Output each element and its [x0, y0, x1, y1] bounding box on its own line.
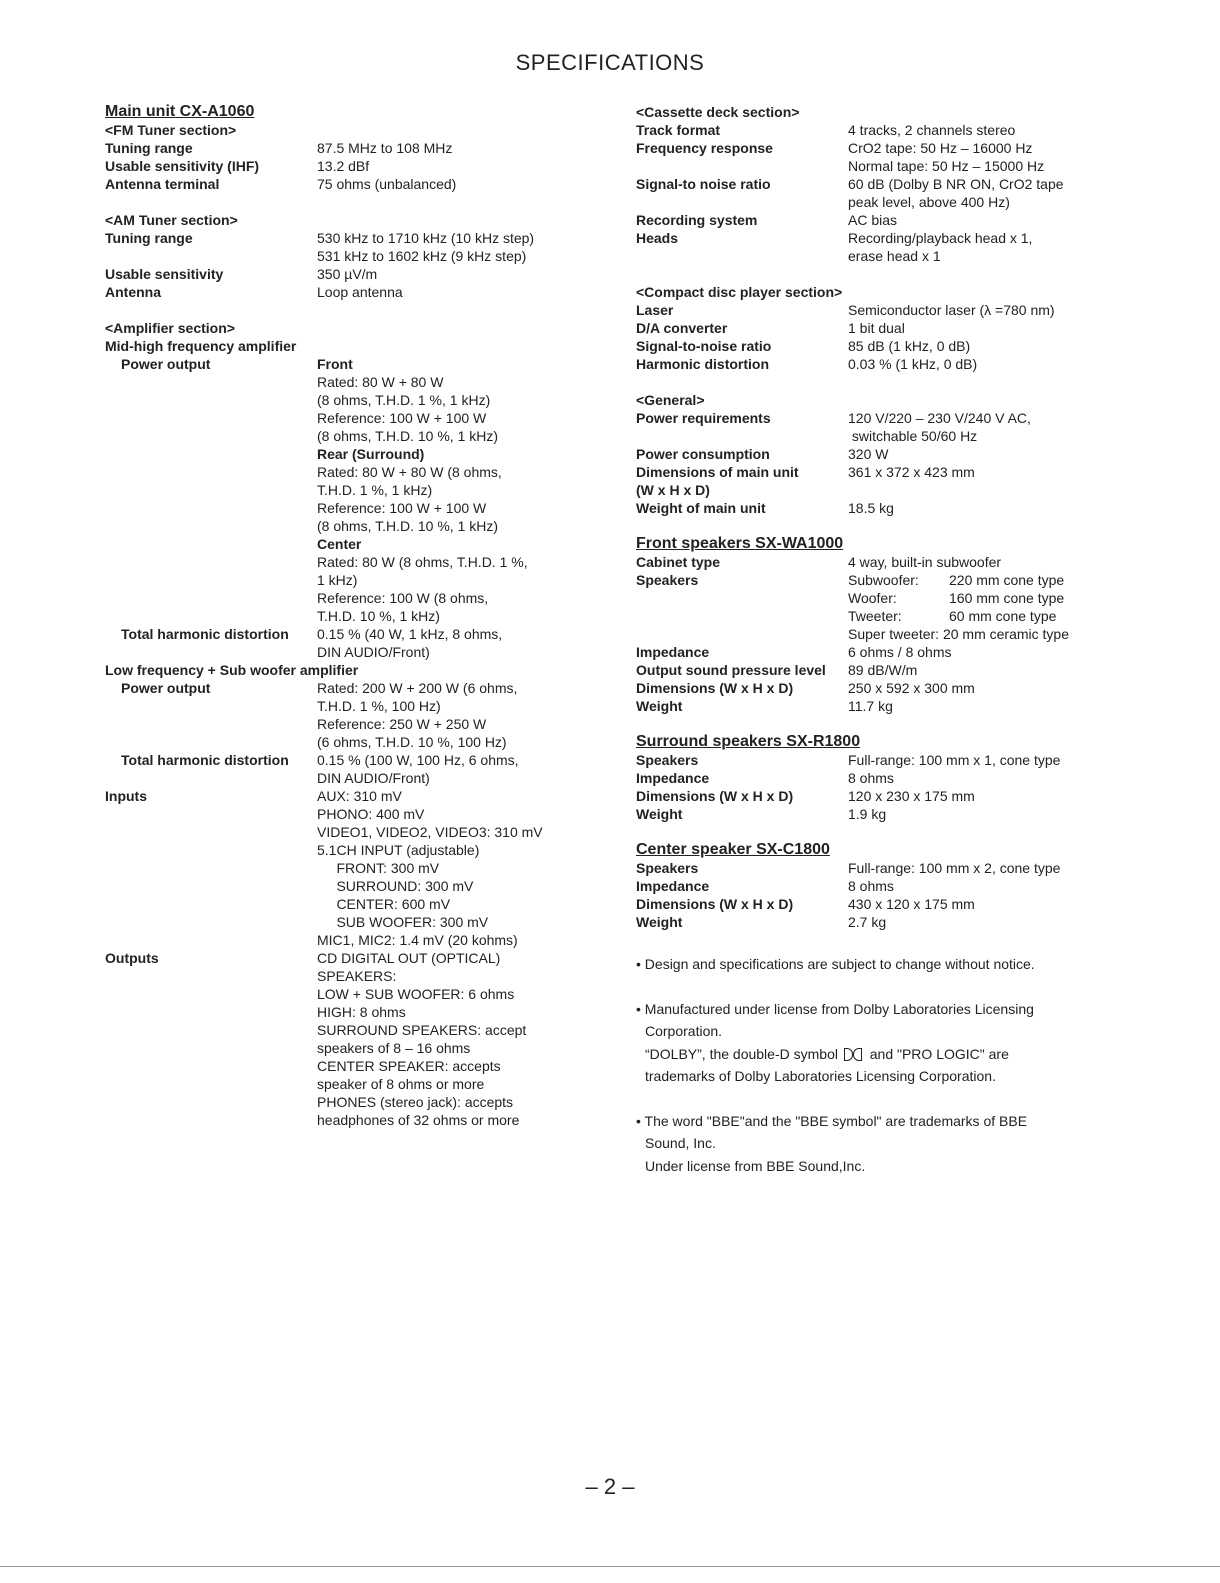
spec-row: [636, 877, 1136, 895]
spec-value: Semiconductor laser (λ =780 nm): [848, 302, 1055, 318]
spec-label: Weight: [636, 806, 683, 822]
note-text: [636, 1043, 1136, 1066]
spec-label: Antenna: [105, 284, 161, 300]
spec-value: AC bias: [848, 212, 898, 228]
speaker-driver: [848, 589, 1069, 607]
spec-row: [636, 553, 1136, 571]
page-bottom-rule: [0, 1566, 1220, 1567]
driver-type: Woofer:: [848, 590, 897, 606]
spec-label: Signal-to noise ratio: [636, 176, 771, 192]
spec-row: [636, 571, 1136, 643]
spec-row: [105, 265, 605, 283]
spec-value: 361 x 372 x 423 mm: [848, 464, 975, 480]
spec-label: Power output: [121, 356, 211, 372]
spec-row: [636, 139, 1136, 175]
spec-row: [105, 139, 605, 157]
spec-label: Usable sensitivity (IHF): [105, 158, 260, 174]
spec-value: AUX: 310 mV PHONO: 400 mV VIDEO1, VIDEO2, VIDEO3: 310 mV 5.1CH INPUT (adjustable) FRONT: 300 mV SURROUND: 300 mV CENTER: 600 mV SUB WOOFER: 300 mV MIC1, MIC2: 1.4 mV (20 kohms): [317, 788, 543, 948]
spec-row: [105, 949, 605, 1129]
spec-label: Speakers: [636, 860, 699, 876]
spec-row: [105, 157, 605, 175]
note-dolby: [636, 998, 1136, 1088]
spec-value: 89 dB/W/m: [848, 662, 918, 678]
spec-value: 4 way, built-in subwoofer: [848, 554, 1002, 570]
spec-value: 87.5 MHz to 108 MHz: [317, 140, 453, 156]
dolby-double-d-icon: [853, 1048, 862, 1061]
speaker-driver: [848, 625, 1069, 643]
rear-label: Rear (Surround): [317, 446, 425, 462]
spec-value: 430 x 120 x 175 mm: [848, 896, 975, 912]
spec-row: [105, 355, 605, 625]
amplifier-section-header: <Amplifier section>: [105, 320, 235, 336]
driver-type: Subwoofer:: [848, 572, 919, 588]
driver-type: Tweeter:: [848, 608, 902, 624]
spec-value: CD DIGITAL OUT (OPTICAL) SPEAKERS: LOW + SUB WOOFER: 6 ohms HIGH: 8 ohms SURROUND SPEAKERS: accept speakers of 8 – 16 ohms CENTER SPEAKER: accepts speaker of 8 ohms or more PHONES (stereo jack): accepts headphones of 32 ohms or more: [317, 950, 527, 1128]
spec-value: 6 ohms / 8 ohms: [848, 644, 952, 660]
driver-type: Super tweeter:: [848, 626, 940, 642]
spec-label: Signal-to-noise ratio: [636, 338, 772, 354]
note-text: trademarks of Dolby Laboratories Licensing Corporation.: [645, 1068, 996, 1084]
note-text: Sound, Inc.: [645, 1135, 716, 1151]
spec-row: [636, 337, 1136, 355]
spec-value: 8 ohms: [848, 770, 894, 786]
spec-row: [636, 355, 1136, 373]
spec-label: Total harmonic distortion: [121, 626, 289, 642]
spec-value: 1.9 kg: [848, 806, 887, 822]
spec-row: [636, 697, 1136, 715]
spec-row: [105, 175, 605, 193]
spec-value: 8 ohms: [848, 878, 894, 894]
note-text: • Design and specifications are subject to change without notice.: [636, 956, 1035, 972]
spec-row: [636, 895, 1136, 913]
driver-spec: 220 mm cone type: [949, 572, 1065, 588]
spec-row: [636, 175, 1136, 211]
cassette-section-header: <Cassette deck section>: [636, 104, 800, 120]
spec-label: Power requirements: [636, 410, 771, 426]
spec-label: Tuning range: [105, 230, 193, 246]
spec-row: [636, 805, 1136, 823]
driver-spec: 160 mm cone type: [949, 590, 1065, 606]
am-section-header: <AM Tuner section>: [105, 212, 238, 228]
spec-label: (W x H x D): [636, 482, 710, 498]
page-title: SPECIFICATIONS: [515, 50, 705, 75]
front-label: Front: [317, 356, 353, 372]
spec-row: [636, 463, 1136, 481]
spec-value: 250 x 592 x 300 mm: [848, 680, 975, 696]
center-label: Center: [317, 536, 362, 552]
spec-value: 0.03 % (1 kHz, 0 dB): [848, 356, 978, 372]
note-text-part: “DOLBY”, the double-D symbol: [645, 1045, 842, 1062]
spec-row: [636, 913, 1136, 931]
spec-value: 350 µV/m: [317, 266, 378, 282]
spec-label: Dimensions (W x H x D): [636, 788, 794, 804]
spec-value: [317, 355, 528, 625]
rear-value: Rated: 80 W + 80 W (8 ohms, T.H.D. 1 %, 1 kHz) Reference: 100 W + 100 W (8 ohms, T.H.D. 10 %, 1 kHz): [317, 464, 502, 534]
spec-value: 120 V/220 – 230 V/240 V AC, switchable 50/60 Hz: [848, 410, 1031, 444]
page-number: – 2 –: [585, 1474, 635, 1499]
spec-label: Dimensions (W x H x D): [636, 896, 794, 912]
front-value: Rated: 80 W + 80 W (8 ohms, T.H.D. 1 %, 1 kHz) Reference: 100 W + 100 W (8 ohms, T.H.D. 10 %, 1 kHz): [317, 374, 499, 444]
spec-value: 13.2 dBf: [317, 158, 370, 174]
spec-row: [636, 481, 1136, 499]
spec-label: Weight: [636, 914, 683, 930]
surround-speakers-title: Surround speakers SX-R1800: [636, 733, 861, 750]
spec-row: [105, 625, 605, 661]
left-column: [105, 103, 605, 1129]
spec-value: Loop antenna: [317, 284, 403, 300]
spec-label: D/A converter: [636, 320, 728, 336]
spec-label: Inputs: [105, 788, 147, 804]
center-speaker-title: Center speaker SX-C1800: [636, 841, 830, 858]
spec-row: [636, 445, 1136, 463]
right-column: [636, 103, 1136, 1199]
spec-row: [636, 211, 1136, 229]
spec-row: [636, 229, 1136, 265]
note-text: Under license from BBE Sound,Inc.: [645, 1157, 866, 1174]
spec-row: [636, 319, 1136, 337]
note-text: • The word "BBE"and the "BBE symbol" are trademarks of BBE: [636, 1112, 1028, 1129]
spec-value: Rated: 200 W + 200 W (6 ohms, T.H.D. 1 %, 100 Hz) Reference: 250 W + 250 W (6 ohms, T.H.D. 10 %, 100 Hz): [317, 680, 518, 750]
spec-row: [105, 229, 605, 265]
speaker-driver-list: [848, 571, 1069, 643]
spec-label: Recording system: [636, 212, 758, 228]
spec-row: [105, 283, 605, 301]
spec-label: Usable sensitivity: [105, 266, 224, 282]
spec-label: Weight of main unit: [636, 500, 766, 516]
fm-section-header: <FM Tuner section>: [105, 122, 237, 138]
note-specifications: [636, 953, 1136, 976]
spec-label: Power output: [121, 680, 211, 696]
spec-value: Full-range: 100 mm x 2, cone type: [848, 860, 1061, 876]
speaker-driver: [848, 607, 1069, 625]
spec-row: [636, 751, 1136, 769]
spec-label: Impedance: [636, 770, 710, 786]
spec-label: Antenna terminal: [105, 176, 220, 192]
spec-row: [636, 859, 1136, 877]
spec-label: Weight: [636, 698, 683, 714]
spec-row: [636, 409, 1136, 445]
spec-label: Cabinet type: [636, 554, 721, 570]
spec-label: Dimensions (W x H x D): [636, 680, 794, 696]
note-text: Corporation.: [645, 1023, 723, 1039]
spec-row: [105, 751, 605, 787]
spec-row: [636, 643, 1136, 661]
spec-label: Speakers: [636, 752, 699, 768]
notes: [636, 953, 1136, 1177]
spec-value: 4 tracks, 2 channels stereo: [848, 122, 1016, 138]
spec-label: Impedance: [636, 878, 710, 894]
note-text-part: and "PRO LOGIC" are: [865, 1045, 1009, 1062]
spec-label: Track format: [636, 122, 721, 138]
spec-value: 18.5 kg: [848, 500, 894, 516]
spec-label: Frequency response: [636, 140, 773, 156]
note-text: • Manufactured under license from Dolby Laboratories Licensing: [636, 1000, 1034, 1017]
dolby-double-d-icon: [844, 1048, 853, 1061]
front-speakers-title: Front speakers SX-WA1000: [636, 535, 844, 552]
spec-value: 2.7 kg: [848, 914, 887, 930]
spec-value: 85 dB (1 kHz, 0 dB): [848, 338, 971, 354]
cd-section-header: <Compact disc player section>: [636, 284, 843, 300]
spec-row: [636, 787, 1136, 805]
spec-label: Heads: [636, 230, 679, 246]
spec-value: 0.15 % (40 W, 1 kHz, 8 ohms, DIN AUDIO/Front): [317, 626, 503, 660]
driver-spec: 20 mm ceramic type: [939, 626, 1069, 642]
center-value: Rated: 80 W (8 ohms, T.H.D. 1 %, 1 kHz) Reference: 100 W (8 ohms, T.H.D. 10 %, 1 kHz): [317, 554, 528, 624]
mid-high-amplifier-label: Mid-high frequency amplifier: [105, 338, 297, 354]
spec-row: [636, 661, 1136, 679]
spec-value: 530 kHz to 1710 kHz (10 kHz step) 531 kHz to 1602 kHz (9 kHz step): [317, 230, 535, 264]
spec-value: 60 dB (Dolby B NR ON, CrO2 tape peak level, above 400 Hz): [848, 176, 1064, 210]
spec-label: Outputs: [105, 950, 159, 966]
speaker-driver: [848, 571, 1069, 589]
note-bbe: [636, 1110, 1136, 1178]
spec-value: Full-range: 100 mm x 1, cone type: [848, 752, 1061, 768]
driver-spec: 60 mm cone type: [949, 608, 1057, 624]
spec-label: Total harmonic distortion: [121, 752, 289, 768]
spec-value: 75 ohms (unbalanced): [317, 176, 457, 192]
main-unit-title: Main unit CX-A1060: [105, 103, 255, 120]
spec-row: [636, 499, 1136, 517]
spec-value: 11.7 kg: [848, 698, 893, 714]
spec-row: [636, 301, 1136, 319]
spec-row: [636, 121, 1136, 139]
low-frequency-amplifier-label: Low frequency + Sub woofer amplifier: [105, 662, 359, 678]
spec-label: Impedance: [636, 644, 710, 660]
spec-value: CrO2 tape: 50 Hz – 16000 Hz Normal tape: 50 Hz – 15000 Hz: [848, 140, 1045, 174]
spec-label: Output sound pressure level: [636, 662, 826, 678]
spec-value: 1 bit dual: [848, 320, 905, 336]
general-section-header: <General>: [636, 392, 705, 408]
spec-value: 0.15 % (100 W, 100 Hz, 6 ohms, DIN AUDIO/Front): [317, 752, 519, 786]
spec-label: Speakers: [636, 572, 699, 588]
spec-row: [105, 787, 605, 949]
spec-label: Tuning range: [105, 140, 193, 156]
spec-label: Dimensions of main unit: [636, 464, 799, 480]
spec-label: Harmonic distortion: [636, 356, 770, 372]
spec-row: [636, 769, 1136, 787]
spec-row: [636, 679, 1136, 697]
spec-label: Power consumption: [636, 446, 770, 462]
spec-value: 320 W: [848, 446, 889, 462]
spec-row: [105, 679, 605, 751]
spec-label: Laser: [636, 302, 674, 318]
spec-value: 120 x 230 x 175 mm: [848, 788, 975, 804]
spec-value: Recording/playback head x 1, erase head x 1: [848, 230, 1033, 264]
